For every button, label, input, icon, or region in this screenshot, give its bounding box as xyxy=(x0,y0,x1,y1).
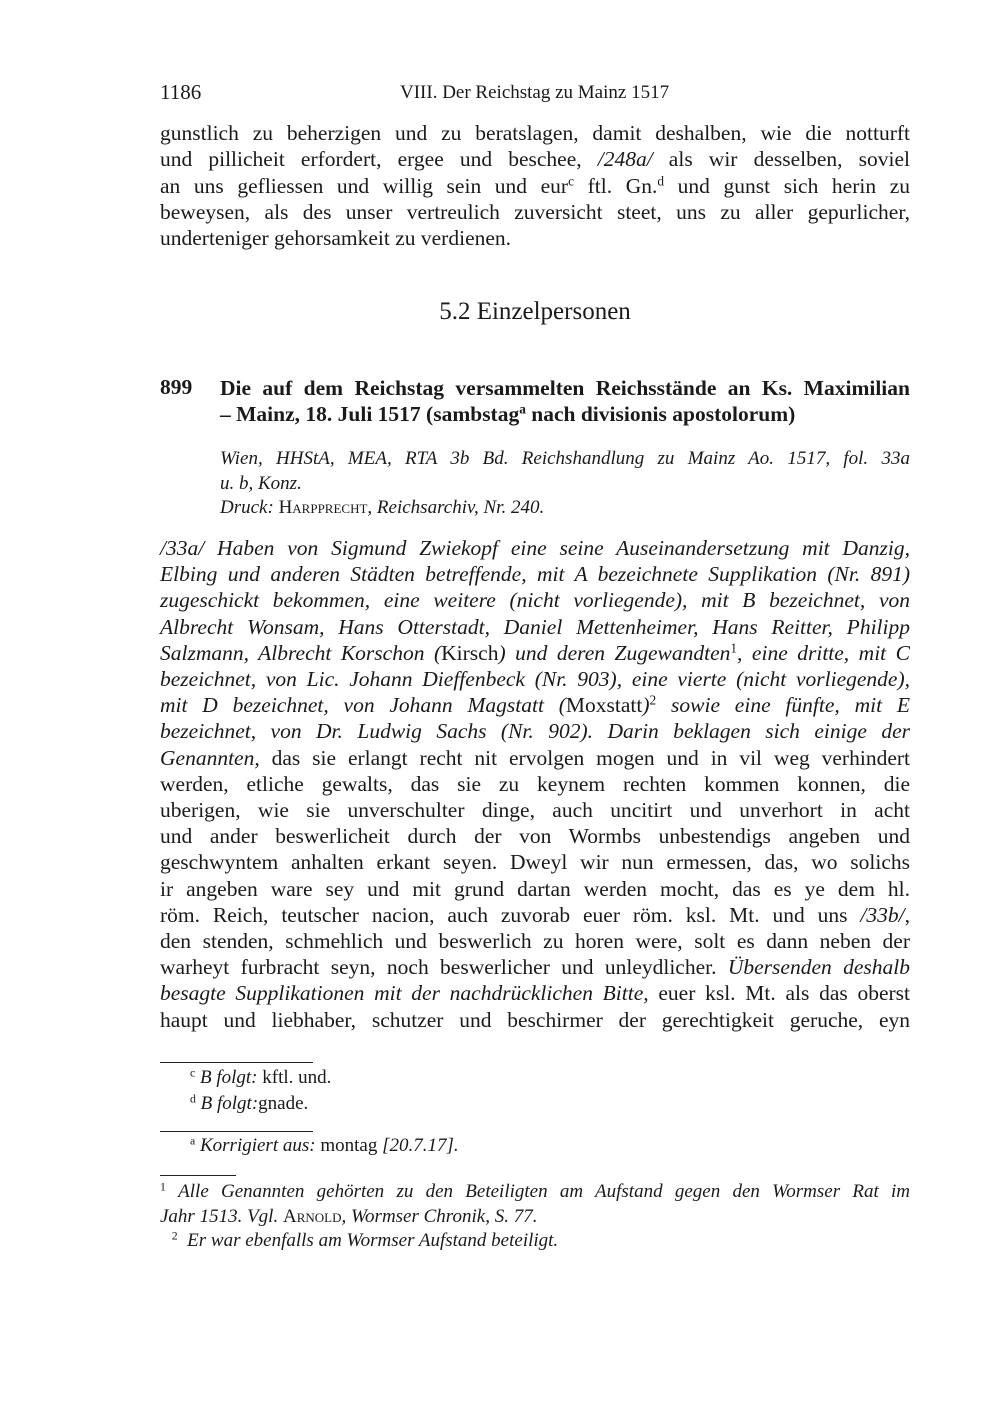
text-segment: [20.7.17]. xyxy=(382,1135,459,1156)
text-segment: zugeschickt bekommen, eine weitere (nicht vorliegende), mit B bezeichnet, von xyxy=(160,588,910,613)
text-segment: werden, etliche gewalts, das sie zu keynem rechten kommen konnen, die xyxy=(160,771,910,796)
running-title: VIII. Der Reichstag zu Mainz 1517 xyxy=(400,82,670,103)
text-segment: kftl. und. xyxy=(257,1067,332,1088)
text-segment: , Wormser Chronik, S. 77. xyxy=(341,1205,538,1227)
text-segment: Jahr 1513. Vgl. xyxy=(160,1205,283,1227)
text-segment: ) xyxy=(642,693,650,718)
text-segment: ir angeben ware sey und mit grund dartan werden mocht, das es ye dem hl. xyxy=(160,876,910,901)
main-paragraph-line xyxy=(160,614,910,640)
text-segment: Korrigiert aus: xyxy=(199,1135,316,1156)
main-paragraph-line xyxy=(160,902,910,928)
main-paragraph-line xyxy=(160,823,910,849)
footnotes-commentary-line xyxy=(160,1229,910,1253)
text-segment: Harpprecht xyxy=(278,497,368,518)
continued-paragraph-line xyxy=(160,146,910,172)
text-segment: Er war ebenfalls am Wormser Aufstand beteiligt. xyxy=(187,1230,559,1251)
text-segment: mit D bezeichnet, von Johann Magstatt ( xyxy=(160,693,566,718)
text-segment: euer ksl. Mt. als das oberst xyxy=(648,981,910,1006)
text-segment: geschwyntem anhalten erkant seyen. Dweyl wir nun ermessen, das, wo solichs xyxy=(160,850,910,875)
note-marker: d xyxy=(190,1092,196,1106)
text-segment: und ander beswerlicheit durch der von Wormbs unbestendigs angeben und xyxy=(160,824,910,849)
text-segment: an uns gefliessen und willig sein und eur xyxy=(160,173,569,198)
main-paragraph-line xyxy=(160,954,910,980)
source-note-line xyxy=(220,472,910,496)
main-paragraph-line xyxy=(160,718,910,744)
footnotes-textual-line xyxy=(190,1092,910,1116)
note-marker: c xyxy=(568,173,575,189)
footnotes-textual-line xyxy=(190,1066,910,1090)
main-paragraph-line xyxy=(160,666,910,692)
text-segment: , xyxy=(904,902,910,927)
text-segment: Druck: xyxy=(220,497,279,518)
text-segment: – Mainz, 18. Juli 1517 (sambstag xyxy=(220,402,520,427)
footnote-divider xyxy=(160,1062,313,1063)
text-segment: nach divisionis apostolorum) xyxy=(525,402,796,427)
text-segment: montag xyxy=(315,1135,383,1156)
text-segment: sowie eine fünfte, mit E xyxy=(656,693,910,718)
text-segment: haupt und liebhaber, schutzer und beschirmer der gerechtigkeit geruche, eyn xyxy=(160,1007,910,1032)
note-marker: a xyxy=(519,401,526,417)
text-segment: und gunst sich herin zu xyxy=(664,173,910,198)
text-segment: Wien, HHStA, MEA, RTA 3b Bd. Reichshandlung zu Mainz Ao. 1517, fol. 33a xyxy=(220,448,910,469)
source-note-line xyxy=(220,496,910,520)
text-segment: röm. Reich, teutscher nacion, auch zuvorab euer röm. ksl. Mt. und uns xyxy=(160,902,861,927)
text-segment: Alle Genannten gehörten zu den Beteiligten am Aufstand gegen den Wormser Rat im xyxy=(178,1181,910,1202)
note-marker: 2 xyxy=(160,1229,178,1243)
text-segment: ftl. Gn. xyxy=(574,173,658,198)
text-segment: u. b, Konz. xyxy=(220,472,302,494)
text-segment: als wir desselben, soviel xyxy=(652,147,910,172)
entry-number: 899 xyxy=(160,375,193,399)
note-marker: c xyxy=(190,1066,196,1080)
continued-paragraph-line xyxy=(160,173,910,199)
note-marker: 2 xyxy=(649,692,657,708)
entry-title-line xyxy=(220,375,910,401)
page-number: 1186 xyxy=(160,80,202,104)
main-paragraph-line xyxy=(160,535,910,561)
continued-paragraph-line xyxy=(160,199,910,225)
text-segment: Kirsch xyxy=(441,640,499,665)
text-segment: und pillicheit erfordert, ergee und beschee, xyxy=(160,147,598,172)
main-paragraph-line xyxy=(160,876,910,902)
text-segment: Genannten, xyxy=(160,745,260,770)
note-marker: 1 xyxy=(730,640,738,656)
main-paragraph-line xyxy=(160,587,910,613)
text-segment: Die auf dem Reichstag versammelten Reichsstände an Ks. Maximilian xyxy=(220,376,910,400)
text-segment: Übersenden deshalb xyxy=(727,955,910,980)
text-segment: Arnold xyxy=(282,1205,342,1227)
text-segment: underteniger gehorsamkeit zu verdienen. xyxy=(160,226,512,251)
main-paragraph-line xyxy=(160,745,910,771)
main-paragraph-line xyxy=(160,797,910,823)
entry-title-line xyxy=(220,401,910,427)
note-marker: a xyxy=(190,1134,196,1148)
text-segment: bezeichnet, von Lic. Johann Dieffenbeck (Nr. 903), eine vierte (nicht vorliegende), xyxy=(160,667,910,691)
main-paragraph-line xyxy=(160,980,910,1006)
text-segment: uberigen, wie sie unverschulter dinge, auch uncitirt und unverhort in acht xyxy=(160,798,910,822)
footnote-divider xyxy=(160,1131,313,1132)
section-heading: 5.2 Einzelpersonen xyxy=(439,298,631,325)
text-segment: Salzmann, Albrecht Korschon ( xyxy=(160,640,442,665)
main-paragraph-line xyxy=(160,640,910,666)
text-segment: ) und deren Zugewandten xyxy=(498,640,731,665)
text-segment: beweysen, als des unser vertreulich zuversicht steet, uns zu aller gepurlicher, xyxy=(160,199,910,224)
footnotes-commentary-line xyxy=(160,1180,910,1204)
text-segment: den stenden, schmehlich und beswerlich zu horen were, solt es dann neben der xyxy=(160,929,910,953)
text-segment: warheyt furbracht seyn, noch beswerlicher und unleydlicher. xyxy=(160,955,728,980)
text-segment: gnade. xyxy=(258,1093,309,1114)
main-paragraph-line xyxy=(160,771,910,797)
text-segment: Albrecht Wonsam, Hans Otterstadt, Daniel Mettenheimer, Hans Reitter, Philipp xyxy=(160,614,910,639)
text-segment: B folgt: xyxy=(199,1067,258,1088)
footnotes-date-line xyxy=(190,1134,910,1158)
source-note-line xyxy=(220,447,910,471)
text-segment: bezeichnet, von Dr. Ludwig Sachs (Nr. 902). Darin beklagen sich einige der xyxy=(160,719,910,744)
text-segment: , eine dritte, mit C xyxy=(737,640,910,665)
text-segment: , Reichsarchiv, Nr. 240. xyxy=(367,497,545,518)
continued-paragraph-line xyxy=(160,225,910,251)
text-segment xyxy=(178,1230,188,1251)
text-segment: B folgt: xyxy=(200,1093,259,1114)
text-segment: gunstlich zu beherzigen und zu beratslagen, damit deshalben, wie die notturft xyxy=(160,121,910,145)
continued-paragraph-line xyxy=(160,120,910,146)
text-segment: /33b/ xyxy=(860,902,905,927)
note-marker: 1 xyxy=(160,1180,166,1194)
main-paragraph-line xyxy=(160,692,910,718)
text-segment: Elbing und anderen Städten betreffende, mit A bezeichnete Supplikation (Nr. 891) xyxy=(160,562,910,587)
main-paragraph-line xyxy=(160,1007,910,1033)
footnotes-commentary-line xyxy=(160,1205,910,1229)
text-segment: besagte Supplikationen mit der nachdrücklichen Bitte, xyxy=(160,981,649,1006)
text-segment: /248a/ xyxy=(597,147,653,172)
footnote-divider xyxy=(160,1175,236,1176)
main-paragraph-line xyxy=(160,928,910,954)
main-paragraph-line xyxy=(160,561,910,587)
text-segment xyxy=(166,1181,178,1202)
note-marker: d xyxy=(657,173,665,189)
main-paragraph-line xyxy=(160,849,910,875)
text-segment: /33a/ Haben von Sigmund Zwiekopf eine seine Auseinandersetzung mit Danzig, xyxy=(160,536,910,560)
text-segment: das sie erlangt recht nit ervolgen mogen und in vil weg verhindert xyxy=(259,745,910,770)
text-segment: Moxstatt xyxy=(565,693,643,718)
